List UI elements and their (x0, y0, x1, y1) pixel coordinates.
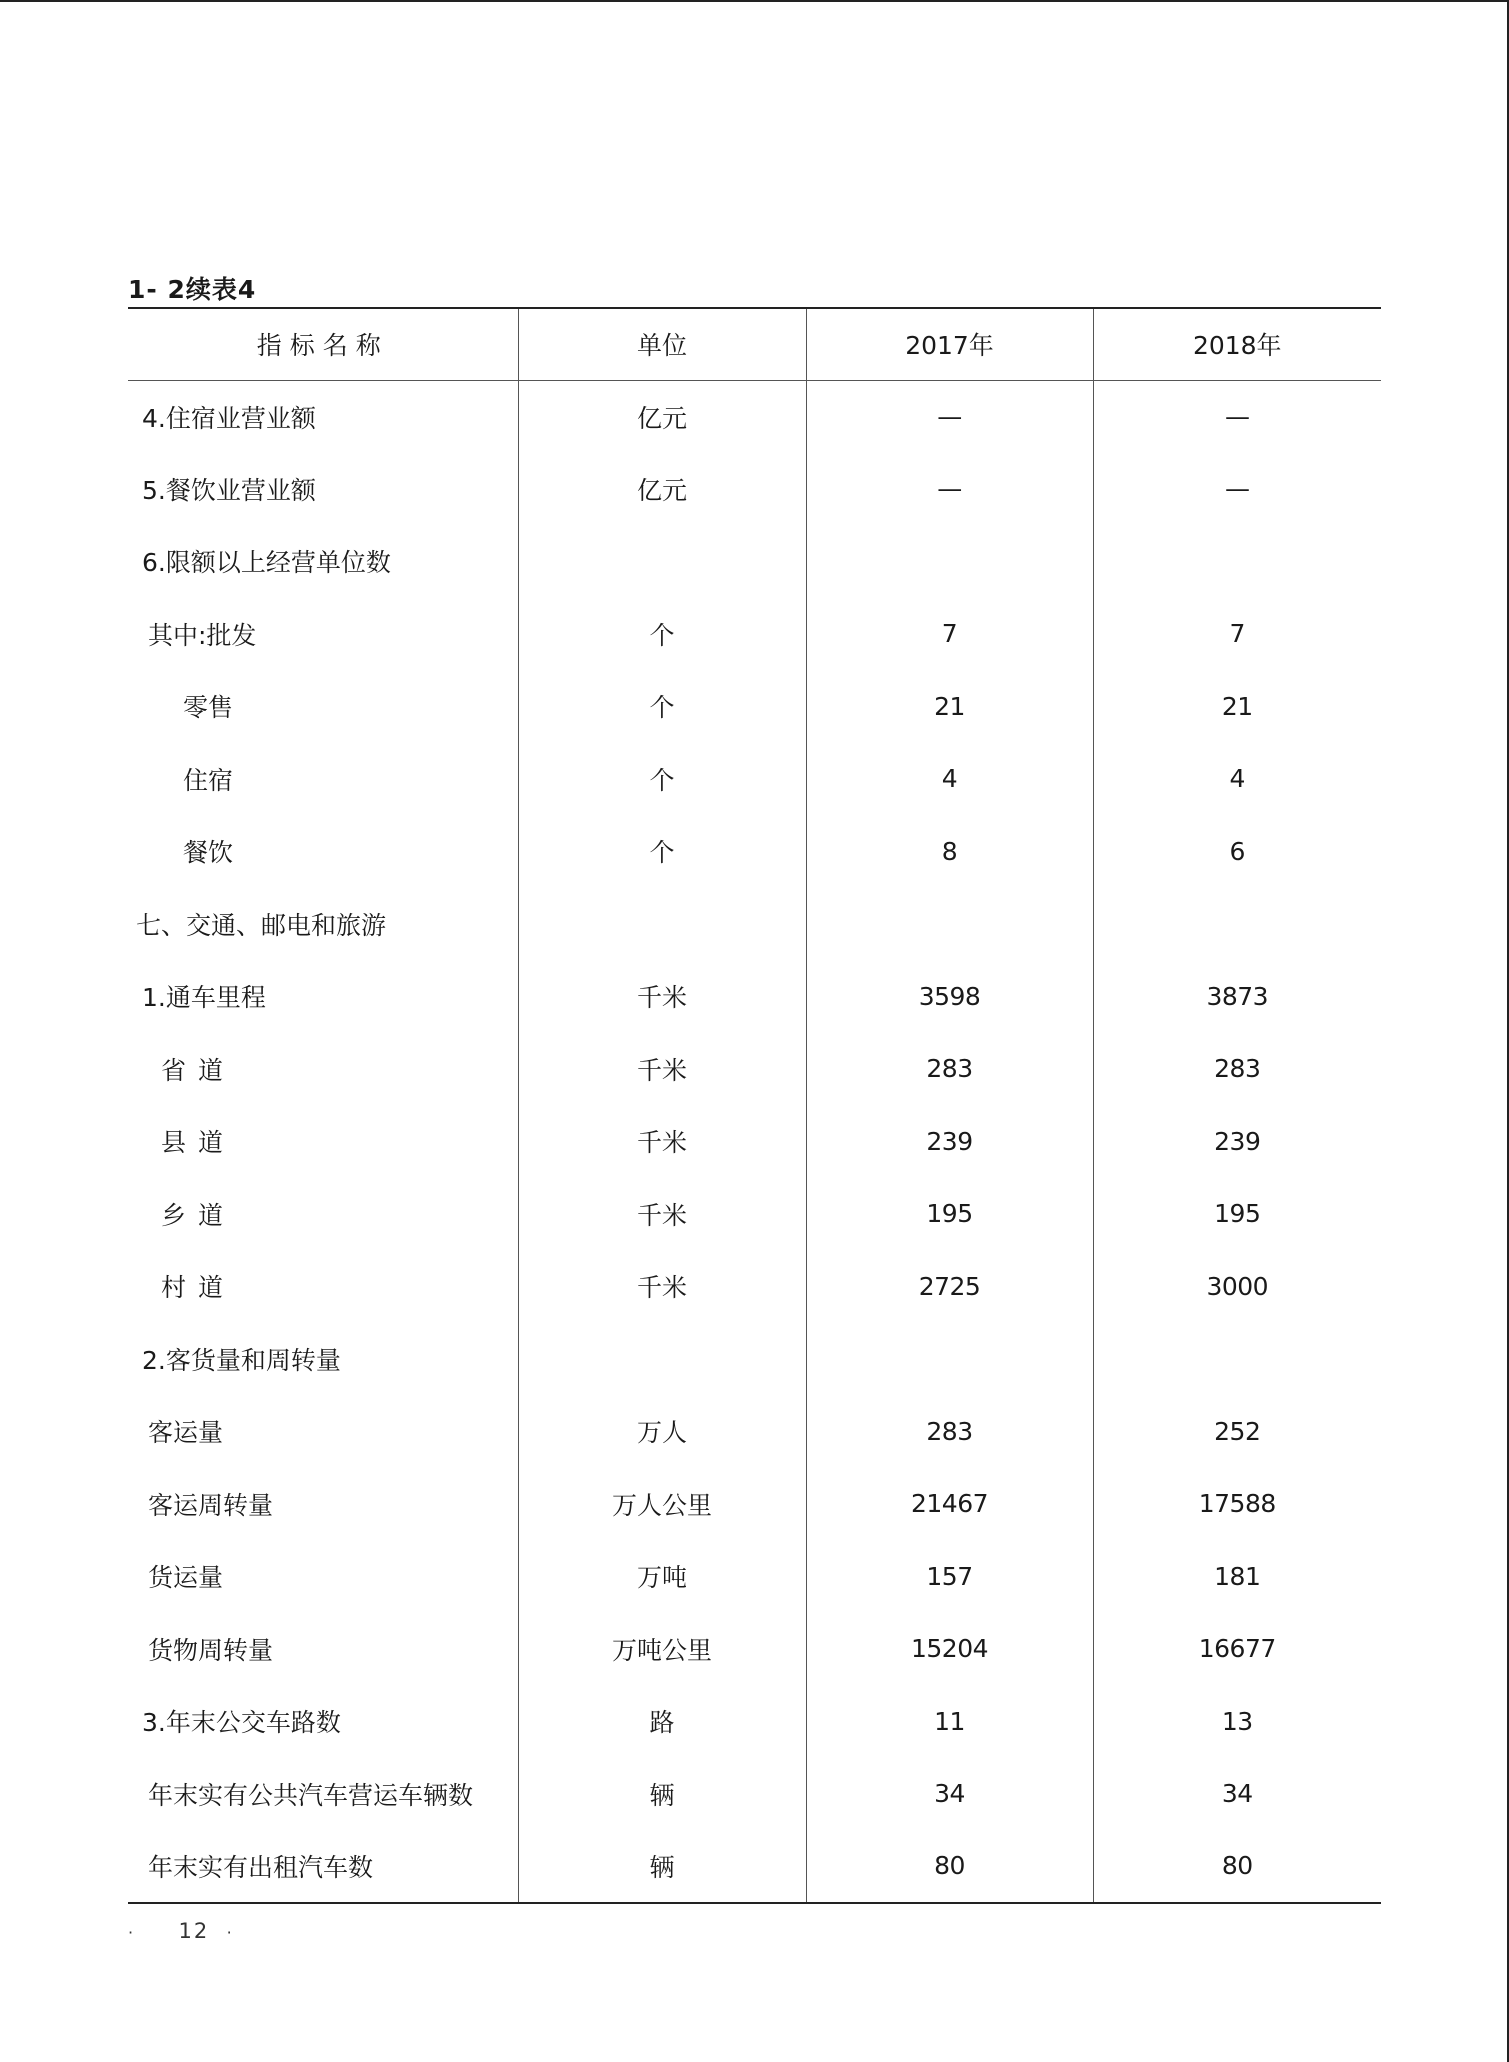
cell-value-2017: 4 (806, 743, 1093, 816)
cell-unit: 个 (518, 743, 806, 816)
cell-indicator-name: 货运量 (148, 1563, 224, 1593)
cell-value-2017: 15204 (806, 1613, 1093, 1686)
table-row (128, 670, 1381, 743)
cell-value-2018 (1093, 1323, 1381, 1396)
cell-indicator-name: 3.年末公交车路数 (142, 1708, 341, 1738)
cell-value-2018 (1093, 525, 1381, 598)
cell-value-2017: 21467 (806, 1468, 1093, 1541)
header-indicator-name: 指标名称 (128, 308, 518, 380)
cell-value-2017: 195 (806, 1178, 1093, 1251)
table-header-row (128, 308, 1381, 380)
cell-value-2018: 239 (1093, 1105, 1381, 1178)
cell-indicator-name: 6.限额以上经营单位数 (142, 548, 391, 578)
cell-unit: 个 (518, 815, 806, 888)
cell-unit: 辆 (518, 1830, 806, 1903)
cell-value-2017: 283 (806, 1033, 1093, 1106)
header-year-2017: 2017年 (806, 308, 1093, 380)
cell-unit: 万人公里 (518, 1468, 806, 1541)
cell-unit (518, 1323, 806, 1396)
table-row (128, 1178, 1381, 1251)
cell-indicator-name: 客运量 (148, 1418, 224, 1448)
cell-value-2017: — (806, 453, 1093, 526)
cell-value-2017: 283 (806, 1395, 1093, 1468)
cell-unit: 万吨 (518, 1540, 806, 1613)
cell-indicator-name: 1.通车里程 (142, 983, 266, 1013)
cell-unit: 千米 (518, 1033, 806, 1106)
cell-value-2018: 6 (1093, 815, 1381, 888)
footer-dot-right: · (226, 1923, 234, 1942)
cell-value-2018: 13 (1093, 1685, 1381, 1758)
cell-value-2018 (1093, 888, 1381, 961)
cell-value-2017: — (806, 380, 1093, 453)
cell-indicator-name: 年末实有公共汽车营运车辆数 (148, 1780, 474, 1810)
table-row (128, 1540, 1381, 1613)
cell-value-2018: 17588 (1093, 1468, 1381, 1541)
cell-unit (518, 888, 806, 961)
cell-value-2018: 181 (1093, 1540, 1381, 1613)
cell-unit: 千米 (518, 1178, 806, 1251)
cell-unit: 亿元 (518, 380, 806, 453)
cell-unit: 万吨公里 (518, 1613, 806, 1686)
cell-value-2017: 8 (806, 815, 1093, 888)
table-row (128, 1758, 1381, 1831)
cell-value-2018: 80 (1093, 1830, 1381, 1903)
cell-value-2018: 195 (1093, 1178, 1381, 1251)
cell-indicator-name: 客运周转量 (148, 1490, 274, 1520)
cell-indicator-name: 零售 (183, 693, 234, 723)
cell-value-2018: 4 (1093, 743, 1381, 816)
cell-value-2018: 252 (1093, 1395, 1381, 1468)
cell-value-2017 (806, 1323, 1093, 1396)
cell-unit: 千米 (518, 960, 806, 1033)
cell-unit: 亿元 (518, 453, 806, 526)
table-row (128, 960, 1381, 1033)
cell-indicator-name: 2.客货量和周转量 (142, 1345, 341, 1375)
cell-value-2018: 34 (1093, 1758, 1381, 1831)
cell-value-2017: 80 (806, 1830, 1093, 1903)
statistics-table (128, 307, 1381, 1904)
table-body (128, 380, 1381, 1903)
cell-value-2018: 283 (1093, 1033, 1381, 1106)
table-row (128, 1395, 1381, 1468)
table-row (128, 1250, 1381, 1323)
cell-unit: 个 (518, 598, 806, 671)
cell-value-2018: 16677 (1093, 1613, 1381, 1686)
cell-value-2017: 11 (806, 1685, 1093, 1758)
header-year-2018: 2018年 (1093, 308, 1381, 380)
table-row (128, 888, 1381, 961)
table-row (128, 815, 1381, 888)
cell-value-2018: 7 (1093, 598, 1381, 671)
cell-indicator-name: 乡道 (161, 1200, 236, 1230)
page-footer (128, 1919, 234, 1943)
cell-unit: 路 (518, 1685, 806, 1758)
cell-indicator-name: 省道 (161, 1055, 236, 1085)
cell-value-2017: 34 (806, 1758, 1093, 1831)
cell-indicator-name: 住宿 (183, 765, 234, 795)
table-row (128, 1033, 1381, 1106)
cell-unit: 万人 (518, 1395, 806, 1468)
table-row (128, 1830, 1381, 1903)
table-row (128, 453, 1381, 526)
cell-indicator-name: 5.餐饮业营业额 (142, 475, 316, 505)
cell-indicator-name: 餐饮 (183, 838, 234, 868)
footer-dot-left: · (128, 1923, 136, 1942)
cell-value-2017: 157 (806, 1540, 1093, 1613)
cell-unit: 千米 (518, 1105, 806, 1178)
cell-value-2017: 2725 (806, 1250, 1093, 1323)
cell-value-2018: 21 (1093, 670, 1381, 743)
table-row (128, 525, 1381, 598)
cell-value-2017: 7 (806, 598, 1093, 671)
table-row (128, 743, 1381, 816)
cell-value-2018: — (1093, 380, 1381, 453)
cell-indicator-name: 县道 (161, 1128, 236, 1158)
cell-value-2017: 21 (806, 670, 1093, 743)
cell-unit: 千米 (518, 1250, 806, 1323)
cell-indicator-name: 4.住宿业营业额 (142, 403, 316, 433)
cell-unit (518, 525, 806, 598)
table-row (128, 598, 1381, 671)
cell-indicator-name: 年末实有出租汽车数 (128, 1830, 518, 1903)
cell-value-2018: — (1093, 453, 1381, 526)
cell-unit: 辆 (518, 1758, 806, 1831)
cell-value-2017 (806, 888, 1093, 961)
table-title: 1- 2续表4 (128, 275, 257, 304)
cell-unit: 个 (518, 670, 806, 743)
cell-indicator-name: 其中:批发 (148, 620, 257, 650)
table-row (128, 1323, 1381, 1396)
table-row (128, 1105, 1381, 1178)
cell-indicator-name: 村道 (161, 1273, 236, 1303)
header-unit: 单位 (518, 308, 806, 380)
table-row (128, 1613, 1381, 1686)
cell-value-2018: 3000 (1093, 1250, 1381, 1323)
cell-value-2018: 3873 (1093, 960, 1381, 1033)
page-border-top (0, 0, 1509, 2)
cell-value-2017: 239 (806, 1105, 1093, 1178)
page-number: 12 (178, 1919, 210, 1943)
cell-indicator-name: 货物周转量 (148, 1635, 274, 1665)
cell-value-2017: 3598 (806, 960, 1093, 1033)
cell-value-2017 (806, 525, 1093, 598)
table-row (128, 380, 1381, 453)
table-row (128, 1468, 1381, 1541)
table-row (128, 1685, 1381, 1758)
cell-indicator-name: 七、交通、邮电和旅游 (136, 910, 387, 940)
